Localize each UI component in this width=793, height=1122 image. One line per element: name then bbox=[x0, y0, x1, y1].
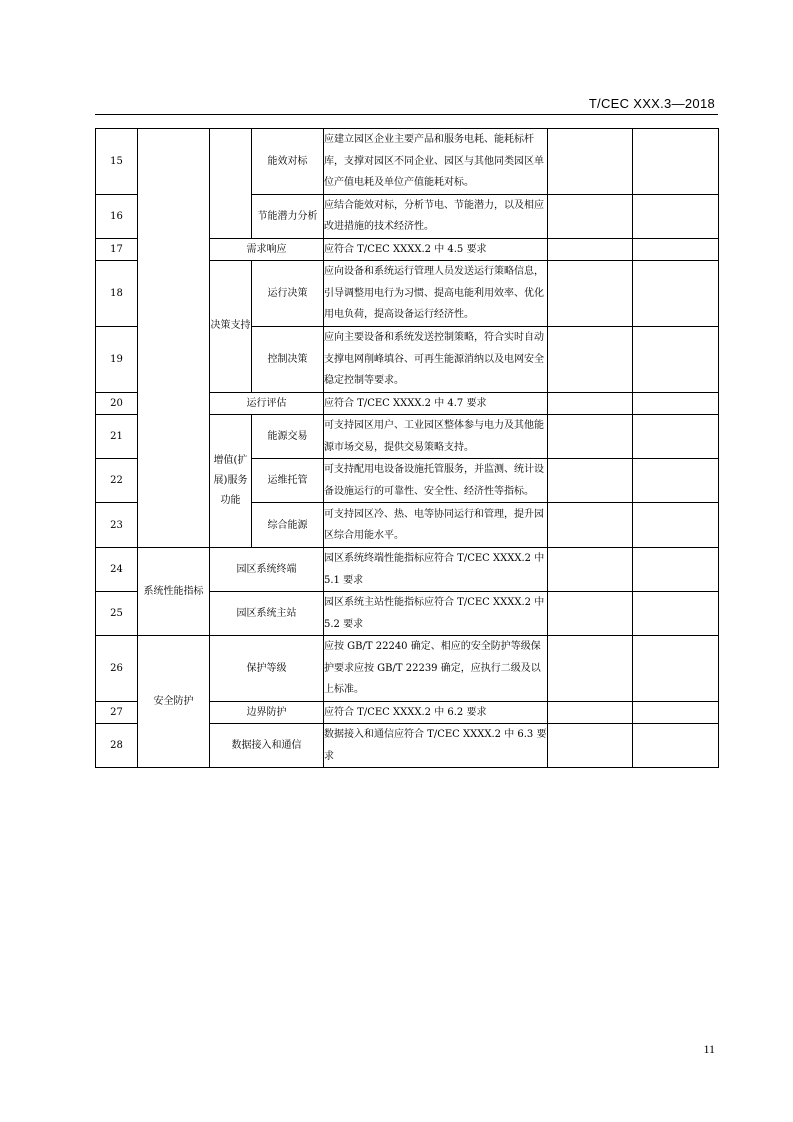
blank-cell bbox=[633, 724, 719, 768]
category-cell-empty bbox=[138, 129, 210, 548]
requirement-text: 应向主要设备和系统发送控制策略，符合实时自动支撑电网削峰填谷、可再生能源消纳以及电网安全稳定控制等要求。 bbox=[324, 327, 548, 393]
row-number: 27 bbox=[96, 701, 138, 724]
requirement-text: 应建立园区企业主要产品和服务电耗、能耗标杆库，支撑对园区不同企业、园区与其他同类园区单位产值电耗及单位产值能耗对标。 bbox=[324, 129, 548, 195]
group-value-added-services: 增值(扩展)服务功能 bbox=[210, 415, 252, 548]
item-name: 综合能源 bbox=[252, 503, 324, 548]
blank-cell bbox=[548, 238, 633, 261]
group-decision-support: 决策支持 bbox=[210, 261, 252, 393]
blank-cell bbox=[548, 194, 633, 238]
item-name: 需求响应 bbox=[210, 238, 324, 261]
blank-cell bbox=[633, 636, 719, 702]
blank-cell bbox=[548, 701, 633, 724]
requirement-text: 可支持配用电设备设施托管服务，并监测、统计设备设施运行的可靠性、安全性、经济性等指标。 bbox=[324, 459, 548, 503]
blank-cell bbox=[633, 261, 719, 327]
blank-cell bbox=[548, 129, 633, 195]
blank-cell bbox=[548, 415, 633, 459]
requirement-text: 可支持园区用户、工业园区整体参与电力及其他能源市场交易，提供交易策略支持。 bbox=[324, 415, 548, 459]
row-number: 25 bbox=[96, 592, 138, 636]
document-code: T/CEC XXX.3—2018 bbox=[588, 96, 715, 111]
table-row bbox=[96, 548, 719, 592]
item-name: 运行评估 bbox=[210, 392, 324, 415]
blank-cell bbox=[548, 503, 633, 548]
blank-cell bbox=[548, 392, 633, 415]
row-number: 22 bbox=[96, 459, 138, 503]
blank-cell bbox=[548, 327, 633, 393]
item-name: 园区系统主站 bbox=[210, 592, 324, 636]
blank-cell bbox=[548, 724, 633, 768]
group-system-performance: 系统性能指标 bbox=[138, 548, 210, 636]
requirement-text: 应按 GB/T 22240 确定、相应的安全防护等级保护要求应按 GB/T 22239 确定，应执行二级及以上标准。 bbox=[324, 636, 548, 702]
row-number: 28 bbox=[96, 724, 138, 768]
blank-cell bbox=[633, 548, 719, 592]
table-row bbox=[96, 129, 719, 195]
header-rule bbox=[95, 114, 718, 115]
blank-cell bbox=[548, 261, 633, 327]
blank-cell bbox=[548, 548, 633, 592]
row-number: 24 bbox=[96, 548, 138, 592]
blank-cell bbox=[633, 415, 719, 459]
item-name: 数据接入和通信 bbox=[210, 724, 324, 768]
requirement-text: 应结合能效对标，分析节电、节能潜力，以及相应改进措施的技术经济性。 bbox=[324, 194, 548, 238]
blank-cell bbox=[548, 592, 633, 636]
row-number: 16 bbox=[96, 194, 138, 238]
blank-cell bbox=[548, 459, 633, 503]
item-name: 能源交易 bbox=[252, 415, 324, 459]
requirement-text: 应符合 T/CEC XXXX.2 中 4.7 要求 bbox=[324, 392, 548, 415]
item-name: 运行决策 bbox=[252, 261, 324, 327]
group-security-protection: 安全防护 bbox=[138, 636, 210, 768]
item-name: 能效对标 bbox=[252, 129, 324, 195]
blank-cell bbox=[633, 194, 719, 238]
row-number: 17 bbox=[96, 238, 138, 261]
item-name: 运维托管 bbox=[252, 459, 324, 503]
blank-cell bbox=[633, 129, 719, 195]
blank-cell bbox=[633, 592, 719, 636]
item-name: 园区系统终端 bbox=[210, 548, 324, 592]
blank-cell bbox=[633, 701, 719, 724]
blank-cell bbox=[633, 503, 719, 548]
requirement-text: 数据接入和通信应符合 T/CEC XXXX.2 中 6.3 要求 bbox=[324, 724, 548, 768]
item-name: 边界防护 bbox=[210, 701, 324, 724]
item-name: 控制决策 bbox=[252, 327, 324, 393]
row-number: 19 bbox=[96, 327, 138, 393]
blank-cell bbox=[633, 459, 719, 503]
table-row bbox=[96, 636, 719, 702]
page-number: 11 bbox=[703, 1042, 715, 1056]
blank-cell bbox=[633, 238, 719, 261]
row-number: 15 bbox=[96, 129, 138, 195]
subcategory-cell-empty bbox=[210, 129, 252, 239]
row-number: 18 bbox=[96, 261, 138, 327]
row-number: 21 bbox=[96, 415, 138, 459]
requirement-text: 应向设备和系统运行管理人员发送运行策略信息，引导调整用电行为习惯、提高电能利用效率、优化用电负荷，提高设备运行经济性。 bbox=[324, 261, 548, 327]
requirement-text: 园区系统主站性能指标应符合 T/CEC XXXX.2 中 5.2 要求 bbox=[324, 592, 548, 636]
row-number: 20 bbox=[96, 392, 138, 415]
blank-cell bbox=[633, 392, 719, 415]
row-number: 26 bbox=[96, 636, 138, 702]
blank-cell bbox=[548, 636, 633, 702]
requirement-text: 可支持园区冷、热、电等协同运行和管理，提升园区综合用能水平。 bbox=[324, 503, 548, 548]
requirement-text: 应符合 T/CEC XXXX.2 中 4.5 要求 bbox=[324, 238, 548, 261]
requirement-text: 园区系统终端性能指标应符合 T/CEC XXXX.2 中 5.1 要求 bbox=[324, 548, 548, 592]
blank-cell bbox=[633, 327, 719, 393]
requirements-table bbox=[95, 128, 719, 768]
item-name: 保护等级 bbox=[210, 636, 324, 702]
requirement-text: 应符合 T/CEC XXXX.2 中 6.2 要求 bbox=[324, 701, 548, 724]
row-number: 23 bbox=[96, 503, 138, 548]
item-name: 节能潜力分析 bbox=[252, 194, 324, 238]
